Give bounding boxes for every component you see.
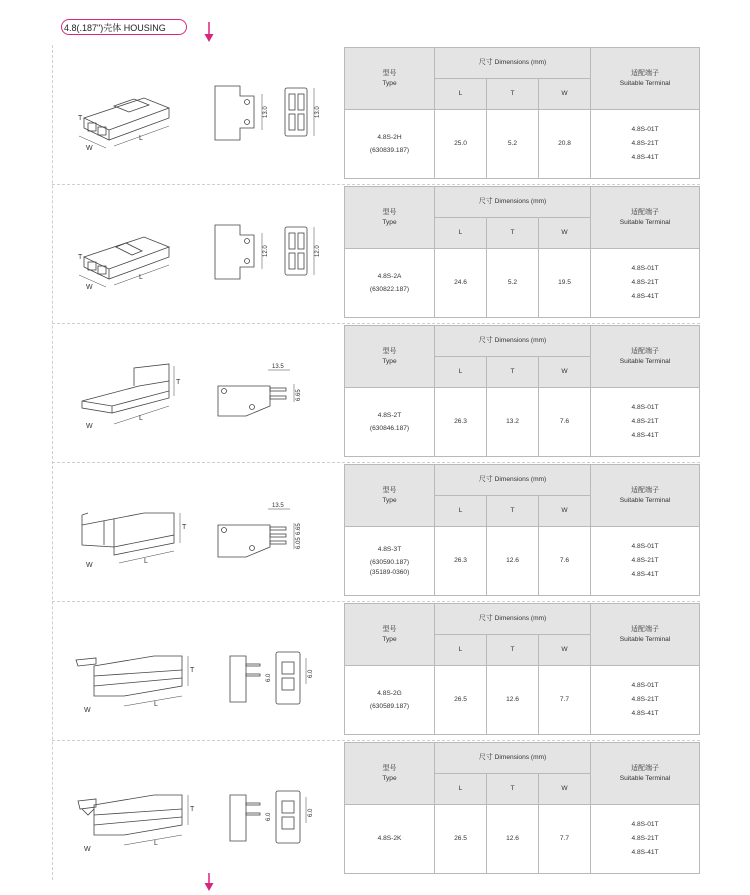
type-cell: 4.8S-2H (630839.187) (345, 110, 435, 179)
terminal-header: 适配端子 Suitable Terminal (591, 187, 700, 249)
length-letter: L (139, 415, 143, 422)
terminal-header: 适配端子 Suitable Terminal (591, 48, 700, 110)
type-cell: 4.8S-2G (630589.187) (345, 666, 435, 735)
product-row (52, 324, 700, 463)
dimension-label: 6.05 (296, 537, 302, 549)
l-value: 26.3 (435, 527, 487, 596)
spec-table (344, 742, 700, 874)
terminal-cell: 4.8S-01T 4.8S-21T 4.8S-41T (591, 249, 700, 318)
housing-2d-drawing (210, 344, 350, 436)
width-letter: W (86, 562, 93, 569)
width-letter: W (86, 423, 93, 430)
width-letter: W (84, 707, 91, 714)
product-row (52, 463, 700, 602)
housing-2d-drawing (210, 622, 350, 714)
thickness-letter: T (78, 254, 83, 261)
dimensions-header: 尺寸 Dimensions (mm) (435, 604, 591, 635)
t-value: 12.6 (487, 666, 539, 735)
housing-3d-drawing (74, 624, 204, 714)
type-header: 型号 Type (345, 743, 435, 805)
spec-table (344, 47, 700, 179)
arrow-down-icon (203, 873, 215, 895)
product-row (52, 741, 700, 880)
dimensions-header: 尺寸 Dimensions (mm) (435, 465, 591, 496)
t-value: 12.6 (487, 527, 539, 596)
housing-3d-drawing (74, 763, 204, 853)
length-letter: L (154, 701, 158, 708)
dimension-label: 12.0 (263, 245, 269, 257)
terminal-header: 适配端子 Suitable Terminal (591, 326, 700, 388)
t-header: T (487, 218, 539, 249)
dimensions-header: 尺寸 Dimensions (mm) (435, 48, 591, 79)
dimension-label: 13.5 (272, 503, 284, 509)
dimensions-header: 尺寸 Dimensions (mm) (435, 326, 591, 357)
l-header: L (435, 357, 487, 388)
length-letter: L (144, 558, 148, 565)
dimension-label: 6.0 (266, 673, 272, 682)
w-header: W (539, 635, 591, 666)
dimension-label: 13.0 (263, 106, 269, 118)
width-letter: W (84, 846, 91, 853)
w-value: 7.6 (539, 527, 591, 596)
width-letter: W (86, 145, 93, 152)
w-value: 7.7 (539, 666, 591, 735)
w-value: 7.6 (539, 388, 591, 457)
t-value: 13.2 (487, 388, 539, 457)
dimension-label: 6.0 (308, 808, 314, 817)
housing-2d-drawing (210, 483, 350, 575)
dimension-label: 6.65 (296, 389, 302, 401)
w-header: W (539, 496, 591, 527)
thickness-letter: T (190, 667, 195, 674)
length-letter: L (139, 274, 143, 281)
housing-3d-drawing (74, 68, 204, 158)
type-cell: 4.8S-2T (630846.187) (345, 388, 435, 457)
t-value: 5.2 (487, 249, 539, 318)
t-header: T (487, 79, 539, 110)
arrow-down-icon (203, 22, 215, 44)
l-value: 26.3 (435, 388, 487, 457)
housing-2d-drawing (210, 66, 350, 158)
thickness-letter: T (78, 115, 83, 122)
product-list (52, 46, 700, 880)
type-header: 型号 Type (345, 465, 435, 527)
t-value: 12.6 (487, 805, 539, 874)
product-row (52, 46, 700, 185)
w-value: 19.5 (539, 249, 591, 318)
l-header: L (435, 635, 487, 666)
type-cell: 4.8S-2A (630822.187) (345, 249, 435, 318)
terminal-cell: 4.8S-01T 4.8S-21T 4.8S-41T (591, 527, 700, 596)
terminal-header: 适配端子 Suitable Terminal (591, 743, 700, 805)
terminal-cell: 4.8S-01T 4.8S-21T 4.8S-41T (591, 110, 700, 179)
dimension-label: 6.0 (308, 669, 314, 678)
housing-2d-drawing (210, 205, 350, 297)
l-value: 24.6 (435, 249, 487, 318)
housing-2d-drawing (210, 761, 350, 853)
type-cell: 4.8S-2K (345, 805, 435, 874)
length-letter: L (139, 135, 143, 142)
type-header: 型号 Type (345, 187, 435, 249)
section-title: 4.8(.187")壳体 HOUSING (61, 19, 187, 35)
w-value: 7.7 (539, 805, 591, 874)
housing-3d-drawing (74, 207, 204, 297)
terminal-cell: 4.8S-01T 4.8S-21T 4.8S-41T (591, 388, 700, 457)
dimension-label: 12.0 (315, 245, 321, 257)
terminal-header: 适配端子 Suitable Terminal (591, 604, 700, 666)
spec-table (344, 603, 700, 735)
t-header: T (487, 357, 539, 388)
dimension-label: 13.5 (272, 364, 284, 370)
l-header: L (435, 79, 487, 110)
t-header: T (487, 496, 539, 527)
terminal-cell: 4.8S-01T 4.8S-21T 4.8S-41T (591, 805, 700, 874)
product-row (52, 185, 700, 324)
w-header: W (539, 79, 591, 110)
l-value: 25.0 (435, 110, 487, 179)
dimensions-header: 尺寸 Dimensions (mm) (435, 743, 591, 774)
width-letter: W (86, 284, 93, 291)
dimension-label: 6.65 (296, 523, 302, 535)
type-header: 型号 Type (345, 48, 435, 110)
l-header: L (435, 496, 487, 527)
spec-table (344, 186, 700, 318)
length-letter: L (154, 840, 158, 847)
spec-table (344, 325, 700, 457)
housing-3d-drawing (74, 346, 204, 436)
terminal-header: 适配端子 Suitable Terminal (591, 465, 700, 527)
product-row (52, 602, 700, 741)
t-header: T (487, 774, 539, 805)
dimension-label: 6.0 (266, 812, 272, 821)
type-header: 型号 Type (345, 326, 435, 388)
t-header: T (487, 635, 539, 666)
dimensions-header: 尺寸 Dimensions (mm) (435, 187, 591, 218)
w-header: W (539, 357, 591, 388)
housing-3d-drawing (74, 485, 204, 575)
l-value: 26.5 (435, 805, 487, 874)
terminal-cell: 4.8S-01T 4.8S-21T 4.8S-41T (591, 666, 700, 735)
thickness-letter: T (182, 524, 187, 531)
l-header: L (435, 218, 487, 249)
type-cell: 4.8S-3T (630590.187) (35189-0360) (345, 527, 435, 596)
thickness-letter: T (176, 379, 181, 386)
type-header: 型号 Type (345, 604, 435, 666)
thickness-letter: T (190, 806, 195, 813)
t-value: 5.2 (487, 110, 539, 179)
l-value: 26.5 (435, 666, 487, 735)
l-header: L (435, 774, 487, 805)
dimension-label: 13.0 (315, 106, 321, 118)
w-header: W (539, 774, 591, 805)
spec-table (344, 464, 700, 596)
w-header: W (539, 218, 591, 249)
w-value: 20.8 (539, 110, 591, 179)
